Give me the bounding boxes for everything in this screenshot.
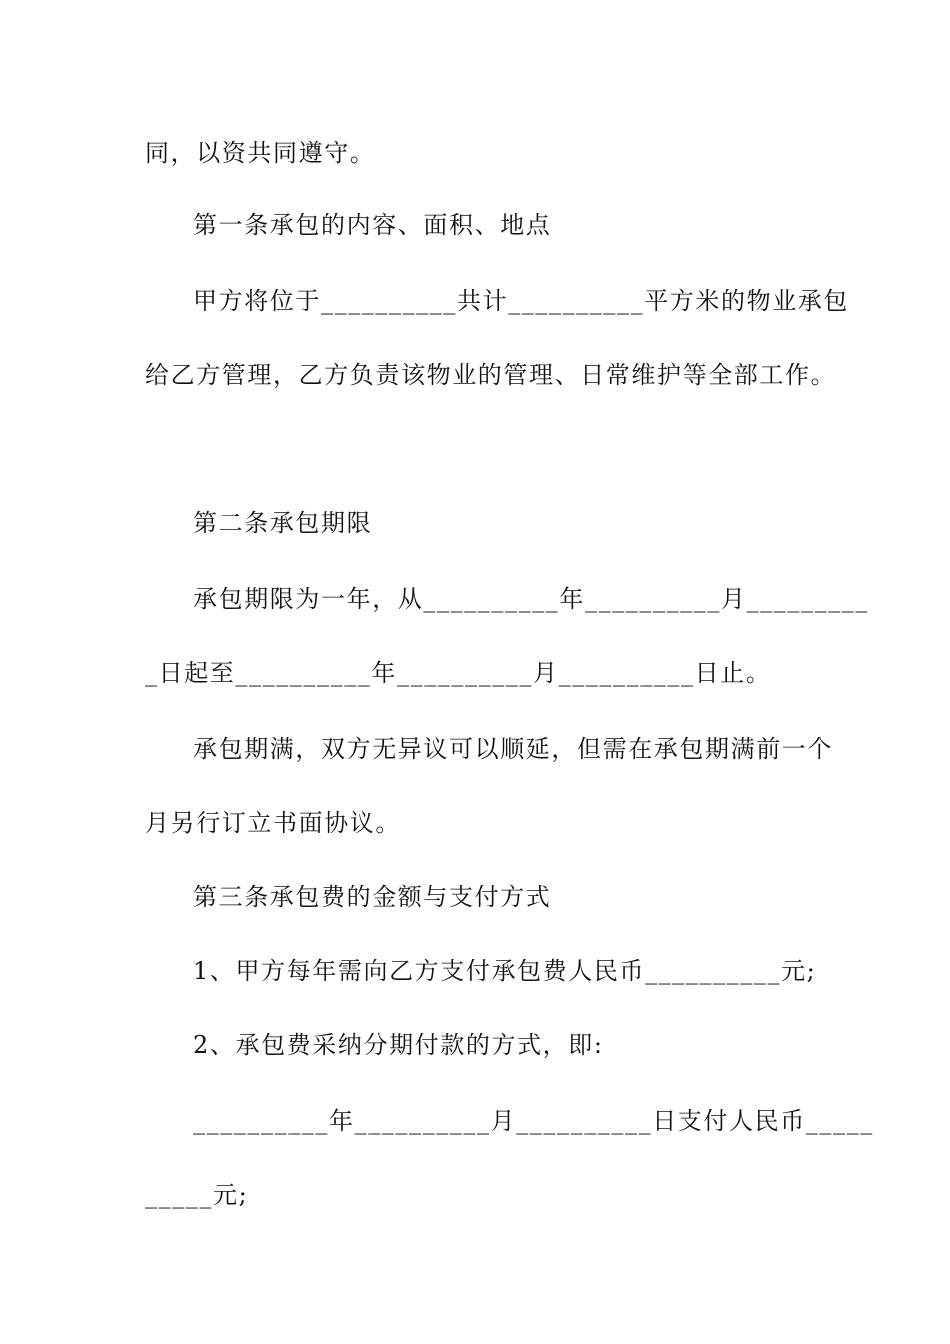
section-heading: 第三条承包费的金额与支付方式 xyxy=(193,883,552,911)
paragraph-line: _____元; xyxy=(145,1181,249,1209)
section-heading: 第一条承包的内容、面积、地点 xyxy=(193,211,552,239)
paragraph-line: 承包期满，双方无异议可以顺延，但需在承包期满前一个 xyxy=(193,735,833,763)
paragraph-line: 给乙方管理，乙方负责该物业的管理、日常维护等全部工作。 xyxy=(145,361,837,389)
paragraph-line: 1、甲方每年需向乙方支付承包费人民币__________元; xyxy=(193,957,817,985)
paragraph-line: 月另行订立书面协议。 xyxy=(145,809,401,837)
paragraph-line: _日起至__________年__________月__________日止。 xyxy=(145,659,772,687)
paragraph-line: 同，以资共同遵守。 xyxy=(145,139,376,167)
paragraph-line: 2、承包费采纳分期付款的方式，即: xyxy=(193,1031,604,1059)
paragraph-line: 甲方将位于__________共计__________平方米的物业承包 xyxy=(193,287,849,315)
paragraph-line: 承包期限为一年，从__________年__________月_________ xyxy=(193,585,869,613)
section-heading: 第二条承包期限 xyxy=(193,509,373,537)
paragraph-line: __________年__________月__________日支付人民币_____ xyxy=(193,1107,874,1135)
